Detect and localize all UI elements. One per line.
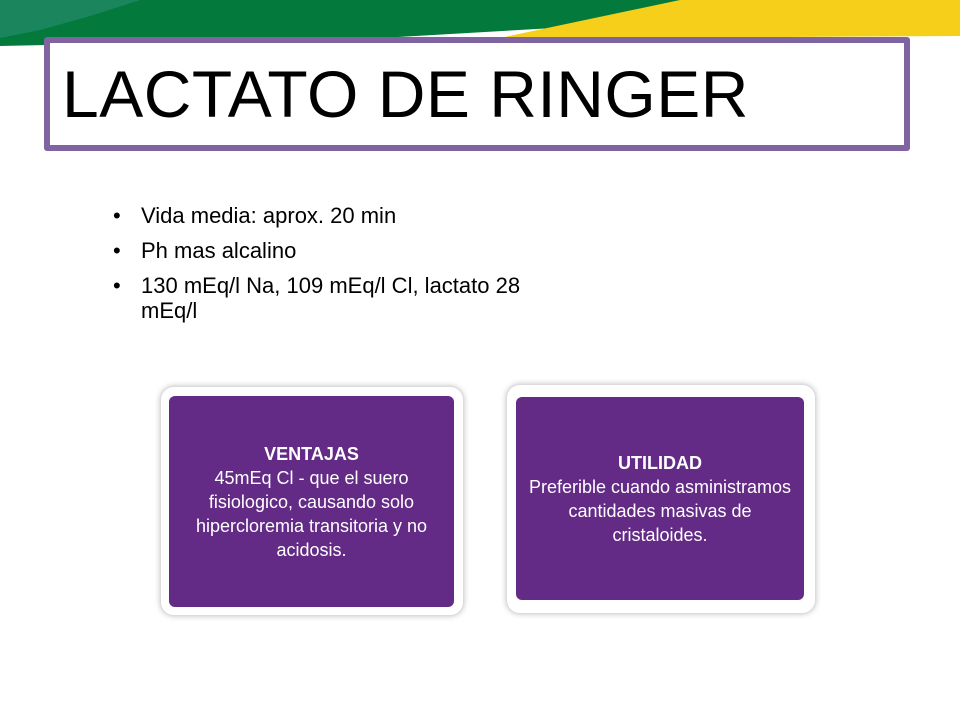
utilidad-card-body: Preferible cuando asministramos cantidades masivas de cristaloides. [528, 476, 792, 545]
bullet-text: Vida media: aprox. 20 min [141, 203, 397, 228]
title-box [44, 37, 910, 151]
bullet-dot-icon: • [113, 238, 121, 263]
ventajas-card [169, 396, 454, 607]
bullet-item [112, 238, 532, 263]
utilidad-card-title: UTILIDAD [618, 452, 702, 473]
bullet-list [112, 203, 532, 333]
utilidad-card [516, 397, 804, 600]
bullet-dot-icon: • [113, 273, 121, 298]
ventajas-card-title: VENTAJAS [264, 443, 359, 464]
bullet-text: 130 mEq/l Na, 109 mEq/l Cl, lactato 28 mEq/l [141, 273, 521, 323]
bullet-item [112, 203, 532, 228]
slide-title: LACTATO DE RINGER [62, 57, 749, 131]
bullet-text: Ph mas alcalino [141, 238, 297, 263]
ventajas-card-body: 45mEq Cl - que el suero fisiologico, causando solo hipercloremia transitoria y no acidosis. [195, 467, 428, 560]
bullet-item [112, 273, 532, 323]
bullet-dot-icon: • [113, 203, 121, 228]
